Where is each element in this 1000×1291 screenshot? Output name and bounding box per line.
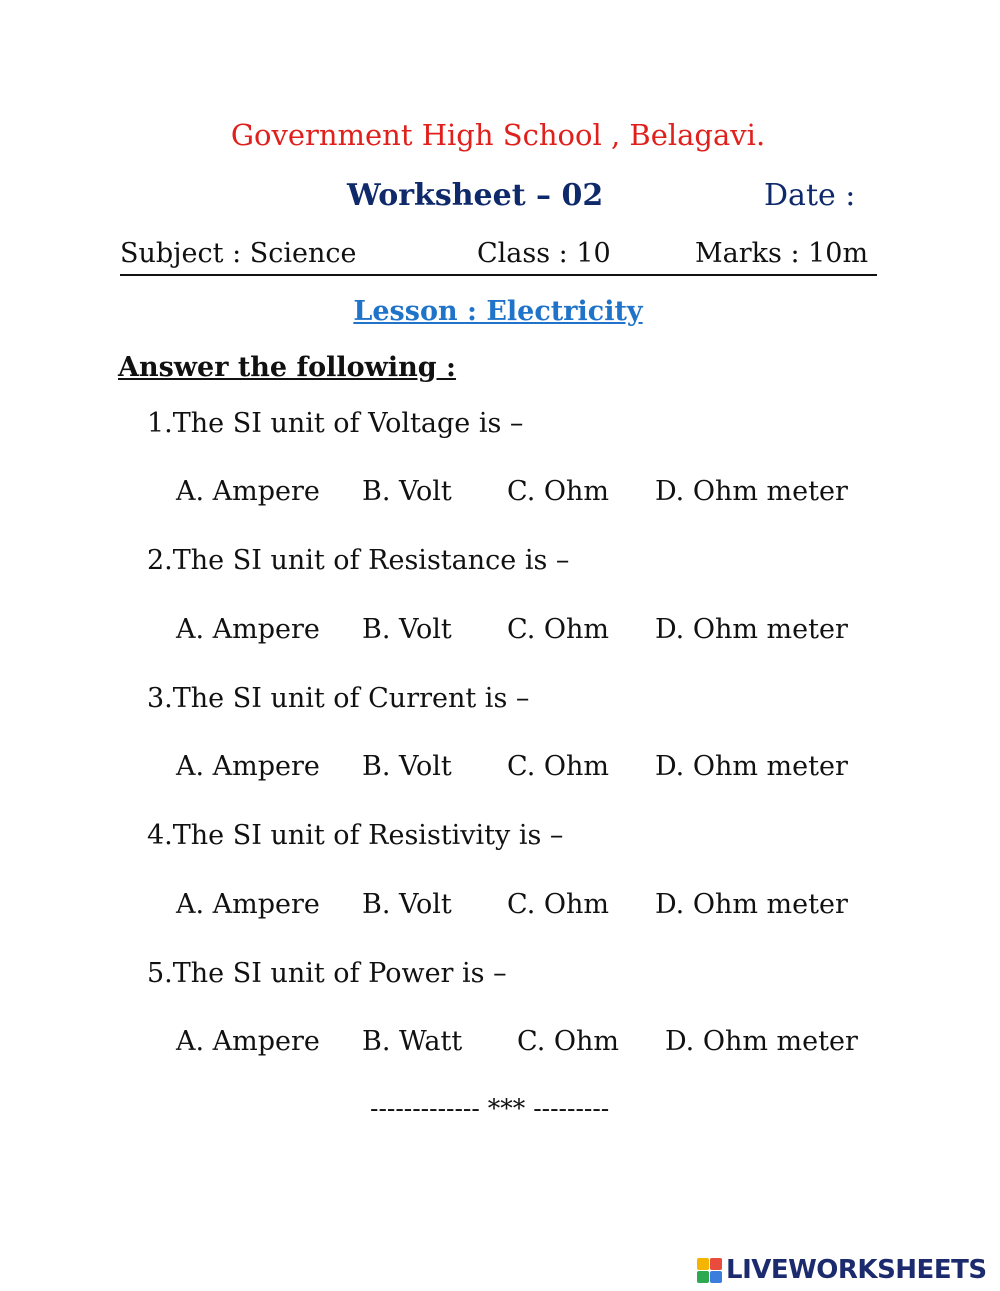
q1-option-a[interactable]: A. Ampere bbox=[176, 476, 320, 507]
class-label: Class : 10 bbox=[477, 238, 611, 269]
q1-option-b[interactable]: B. Volt bbox=[362, 476, 452, 507]
worksheet-title: Worksheet – 02 bbox=[347, 178, 604, 213]
lesson-title: Lesson : Electricity bbox=[353, 296, 643, 327]
q2-option-c[interactable]: C. Ohm bbox=[507, 614, 609, 645]
marks-label: Marks : 10m bbox=[695, 238, 869, 269]
question-1: 1.The SI unit of Voltage is – bbox=[147, 408, 524, 439]
liveworksheets-logo[interactable] bbox=[697, 1252, 987, 1288]
q3-option-b[interactable]: B. Volt bbox=[362, 751, 452, 782]
q3-option-a[interactable]: A. Ampere bbox=[176, 751, 320, 782]
q5-option-c[interactable]: C. Ohm bbox=[517, 1026, 619, 1057]
q4-option-b[interactable]: B. Volt bbox=[362, 889, 452, 920]
instruction-heading: Answer the following : bbox=[118, 352, 457, 383]
q4-option-a[interactable]: A. Ampere bbox=[176, 889, 320, 920]
q5-option-b[interactable]: B. Watt bbox=[362, 1026, 463, 1057]
subject-line bbox=[120, 238, 877, 276]
q4-option-d[interactable]: D. Ohm meter bbox=[655, 889, 848, 920]
end-divider: ------------- *** --------- bbox=[370, 1094, 610, 1123]
q5-option-d[interactable]: D. Ohm meter bbox=[665, 1026, 858, 1057]
school-name: Government High School , Belagavi. bbox=[230, 118, 766, 152]
q5-option-a[interactable]: A. Ampere bbox=[176, 1026, 320, 1057]
question-5: 5.The SI unit of Power is – bbox=[147, 958, 507, 989]
q4-option-c[interactable]: C. Ohm bbox=[507, 889, 609, 920]
liveworksheets-icon bbox=[697, 1258, 722, 1283]
question-2: 2.The SI unit of Resistance is – bbox=[147, 545, 570, 576]
q1-option-c[interactable]: C. Ohm bbox=[507, 476, 609, 507]
question-4: 4.The SI unit of Resistivity is – bbox=[147, 820, 564, 851]
date-label: Date : bbox=[764, 178, 856, 213]
q3-option-d[interactable]: D. Ohm meter bbox=[655, 751, 848, 782]
brand-text: LIVEWORKSHEETS bbox=[726, 1255, 987, 1285]
q2-option-d[interactable]: D. Ohm meter bbox=[655, 614, 848, 645]
q1-option-d[interactable]: D. Ohm meter bbox=[655, 476, 848, 507]
subject-label: Subject : Science bbox=[120, 238, 357, 269]
q3-option-c[interactable]: C. Ohm bbox=[507, 751, 609, 782]
question-3: 3.The SI unit of Current is – bbox=[147, 683, 530, 714]
q2-option-b[interactable]: B. Volt bbox=[362, 614, 452, 645]
q2-option-a[interactable]: A. Ampere bbox=[176, 614, 320, 645]
